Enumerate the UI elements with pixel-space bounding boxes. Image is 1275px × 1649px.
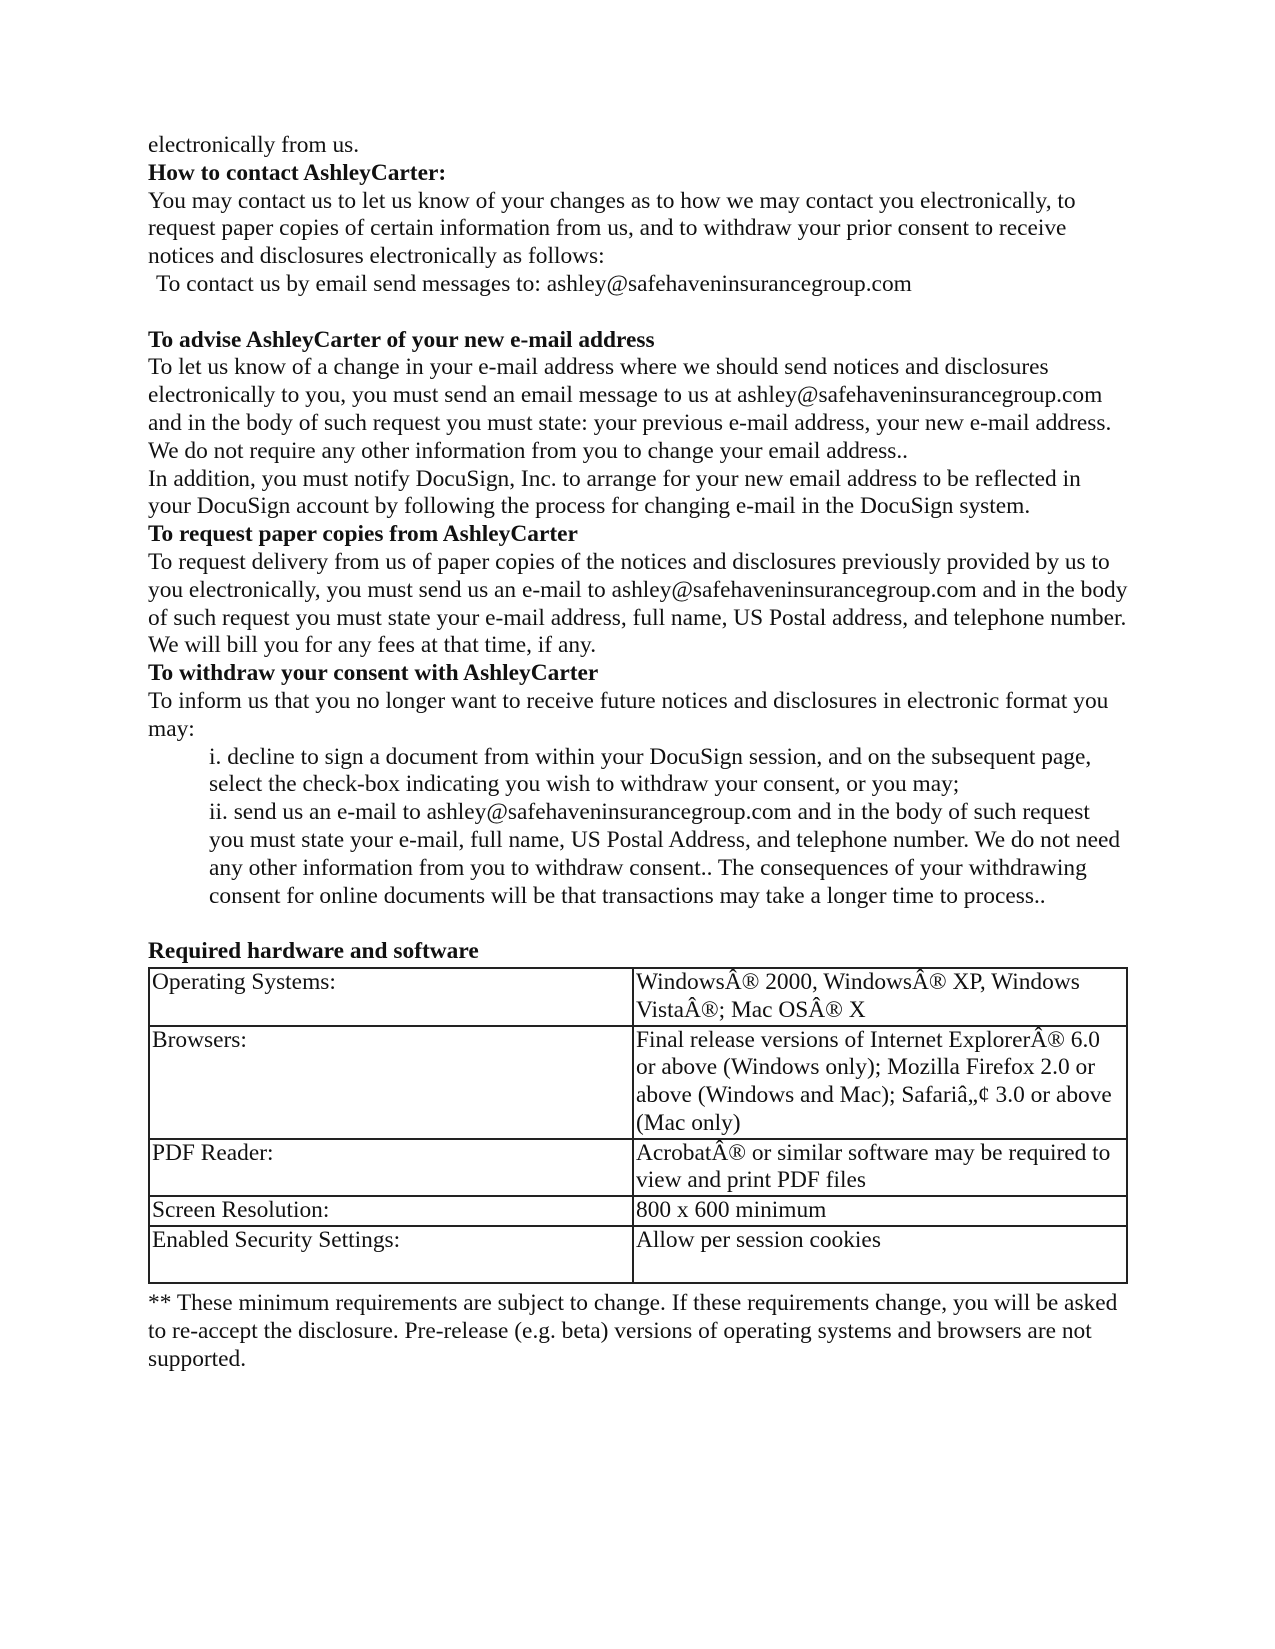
table-row <box>149 1226 1127 1283</box>
withdraw-item-ii: ii. send us an e-mail to ashley@safehaveninsurancegroup.com and in the body of such request you must state your e-mail, full name, US Postal Address, and telephone number. We do not need any other information from you to withdraw consent.. The consequences of your withdrawing consent for online documents will be that transactions may take a longer time to process.. <box>209 799 1121 909</box>
withdraw-heading: To withdraw your consent with AshleyCarter <box>148 660 599 687</box>
requirement-value: Allow per session cookies <box>633 1226 1127 1283</box>
advise-body: To let us know of a change in your e-mail address where we should send notices and disclosures electronically to you, you must send an email message to us at ashley@safehaveninsurancegroup.com and in the body of such request you must state: your previous e-mail address, your new e-mail address. We do not require any other information from you to change your email address.. <box>148 354 1112 464</box>
requirement-label: Screen Resolution: <box>149 1196 633 1226</box>
table-row <box>149 1026 1127 1139</box>
requirement-value: 800 x 600 minimum <box>633 1196 1127 1226</box>
contact-heading: How to contact AshleyCarter: <box>148 159 447 186</box>
paper-heading: To request paper copies from AshleyCarter <box>148 521 578 548</box>
contact-body: You may contact us to let us know of your changes as to how we may contact you electronically, to request paper copies of certain information from us, and to withdraw your prior consent to receive notices and disclosures electronically as follows: <box>148 187 1076 270</box>
requirement-value: Final release versions of Internet ExplorerÂ® 6.0 or above (Windows only); Mozilla Firefox 2.0 or above (Windows and Mac); Safariâ„¢ 3.0 or above (Mac only) <box>633 1026 1127 1139</box>
table-row <box>149 1196 1127 1226</box>
requirements-note: ** These minimum requirements are subject to change. If these requirements change, you will be asked to re-accept the disclosure. Pre-release (e.g. beta) versions of operating systems and browsers are not supported. <box>148 1290 1118 1372</box>
requirements-heading: Required hardware and software <box>148 938 479 965</box>
requirements-table <box>148 967 1128 1284</box>
paper-body: To request delivery from us of paper copies of the notices and disclosures previously provided by us to you electronically, you must send us an e-mail to ashley@safehaveninsurancegroup.com and in the body of such request you must state your e-mail address, full name, US Postal address, and telephone number. We will bill you for any fees at that time, if any. <box>148 548 1128 659</box>
requirement-label: Operating Systems: <box>149 968 633 1026</box>
requirement-label: Browsers: <box>149 1026 633 1139</box>
contact-email-line: To contact us by email send messages to: ashley@safehaveninsurancegroup.com <box>156 270 912 297</box>
advise-heading: To advise AshleyCarter of your new e-mail address <box>148 326 655 353</box>
document-page <box>148 132 1128 1373</box>
requirement-value: AcrobatÂ® or similar software may be required to view and print PDF files <box>633 1139 1127 1197</box>
spacer <box>148 299 1128 327</box>
advise-docusign: In addition, you must notify DocuSign, Inc. to arrange for your new email address to be reflected in your DocuSign account by following the process for changing e-mail in the DocuSign system. <box>148 465 1081 520</box>
requirement-label: Enabled Security Settings: <box>149 1226 633 1283</box>
intro-line: electronically from us. <box>148 132 360 158</box>
spacer <box>148 910 1128 938</box>
requirement-value: WindowsÂ® 2000, WindowsÂ® XP, Windows VistaÂ®; Mac OSÂ® X <box>633 968 1127 1026</box>
withdraw-body: To inform us that you no longer want to receive future notices and disclosures in electronic format you may: <box>148 687 1109 742</box>
table-row <box>149 968 1127 1026</box>
requirement-label: PDF Reader: <box>149 1139 633 1197</box>
withdraw-item-i: i. decline to sign a document from within your DocuSign session, and on the subsequent page, select the check-box indicating you wish to withdraw your consent, or you may; <box>209 743 1092 798</box>
table-row <box>149 1139 1127 1197</box>
